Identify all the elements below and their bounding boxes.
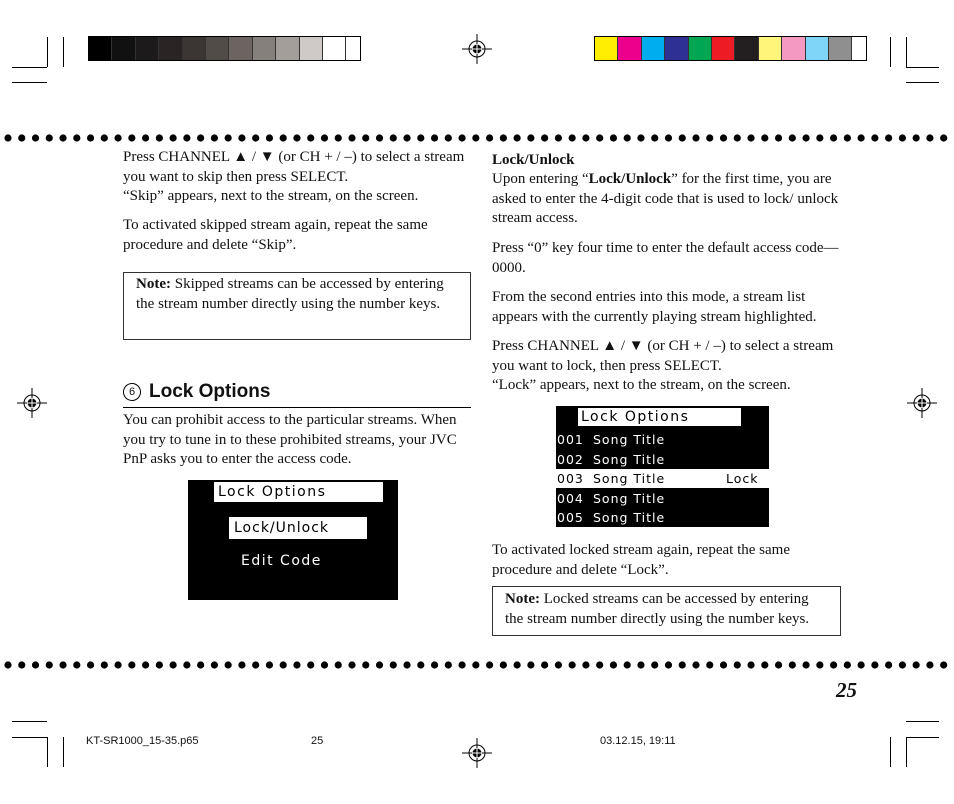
divider-dot [844, 134, 851, 141]
divider-dot [197, 661, 204, 668]
lock-intro-text: You can prohibit access to the particular streams. When you try to tune in to these prohibited streams, your JVC PnP asks you to enter the access code. [123, 412, 457, 467]
divider-dot [871, 134, 878, 141]
divider-dot [183, 661, 190, 668]
divider-dot [514, 134, 521, 141]
stream-list-row[interactable] [556, 489, 769, 508]
crop-mark [12, 737, 47, 738]
registration-mark-icon [17, 388, 47, 418]
divider-dot [816, 134, 823, 141]
divider-dot [238, 661, 245, 668]
section-heading [123, 381, 471, 408]
stream-number: 002 [557, 451, 584, 467]
divider-dot [885, 134, 892, 141]
skip-step-text: Press CHANNEL ▲ / ▼ (or CH + / –) to select a stream you want to skip then press SELECT. [123, 149, 465, 185]
divider-dot [458, 661, 465, 668]
divider-dot [569, 661, 576, 668]
color-swatch [253, 37, 276, 60]
divider-dot [403, 661, 410, 668]
divider-dot [624, 134, 631, 141]
divider-dot [183, 134, 190, 141]
divider-dot [32, 661, 39, 668]
menu-title: Lock Options [213, 481, 384, 503]
divider-dot [555, 661, 562, 668]
divider-dot [170, 661, 177, 668]
divider-dot [417, 134, 424, 141]
registration-mark-icon [462, 738, 492, 768]
divider-dot [73, 661, 80, 668]
divider-dot [46, 134, 53, 141]
note-text: Locked streams can be accessed by entering the stream number directly using the number keys. [505, 591, 810, 627]
color-swatch [806, 37, 829, 60]
divider-dot [472, 134, 479, 141]
divider-dot [720, 661, 727, 668]
divider-dot [527, 134, 534, 141]
divider-dot [706, 134, 713, 141]
color-swatch [183, 37, 206, 60]
note-label: Note: [505, 591, 540, 607]
divider-dot [321, 661, 328, 668]
divider-dot [417, 661, 424, 668]
divider-dot [156, 134, 163, 141]
divider-dot [500, 661, 507, 668]
divider-dot [101, 134, 108, 141]
divider-dot [830, 134, 837, 141]
divider-dot [431, 134, 438, 141]
crop-mark [63, 37, 64, 67]
divider-dot [445, 134, 452, 141]
divider-dot [486, 134, 493, 141]
divider-dot [142, 661, 149, 668]
color-swatch [759, 37, 782, 60]
crop-mark [890, 37, 891, 67]
color-swatch [712, 37, 735, 60]
divider-dot [101, 661, 108, 668]
stream-title: Song Title [593, 471, 666, 486]
divider-dot [899, 134, 906, 141]
divider-dot [458, 134, 465, 141]
stream-number: 001 [557, 432, 584, 447]
default-code-text: Press “0” key four time to enter the default access code—0000. [492, 240, 839, 276]
crop-mark [890, 737, 891, 767]
color-swatch [112, 37, 135, 60]
divider-dot [899, 661, 906, 668]
divider-dot [156, 661, 163, 668]
color-swatch [735, 37, 758, 60]
dot-divider-bottom [4, 660, 950, 670]
skip-note-box [123, 272, 471, 340]
divider-dot [87, 134, 94, 141]
divider-dot [775, 661, 782, 668]
divider-dot [114, 134, 121, 141]
divider-dot [431, 661, 438, 668]
divider-dot [59, 134, 66, 141]
divider-dot [637, 661, 644, 668]
divider-dot [59, 661, 66, 668]
divider-dot [596, 134, 603, 141]
divider-dot [362, 661, 369, 668]
stream-list-row[interactable] [556, 469, 769, 488]
lock-note-box [492, 586, 841, 636]
divider-dot [32, 134, 39, 141]
divider-dot [775, 134, 782, 141]
divider-dot [926, 134, 933, 141]
divider-dot [610, 134, 617, 141]
divider-dot [761, 661, 768, 668]
divider-dot [541, 661, 548, 668]
divider-dot [335, 661, 342, 668]
divider-dot [128, 661, 135, 668]
stream-number: 005 [557, 510, 584, 525]
divider-dot [445, 661, 452, 668]
divider-dot [335, 134, 342, 141]
stream-title: Song Title [593, 432, 666, 447]
divider-dot [211, 134, 218, 141]
divider-dot [211, 661, 218, 668]
lock-options-menu-screen [188, 480, 398, 600]
divider-dot [940, 134, 947, 141]
process-color-bar [594, 36, 867, 61]
crop-mark [906, 737, 939, 738]
registration-mark-icon [907, 388, 937, 418]
section-title: Lock Options [149, 381, 271, 402]
stream-title: Song Title [593, 510, 666, 525]
divider-dot [802, 661, 809, 668]
divider-dot [197, 134, 204, 141]
divider-dot [142, 134, 149, 141]
footer-date: 03.12.15, 19:11 [600, 735, 676, 747]
divider-dot [293, 134, 300, 141]
divider-dot [858, 134, 865, 141]
stream-number: 003 [557, 471, 584, 486]
divider-dot [569, 134, 576, 141]
divider-dot [403, 134, 410, 141]
divider-dot [252, 134, 259, 141]
crop-mark [906, 737, 907, 767]
skip-appears-text: “Skip” appears, next to the stream, on the screen. [123, 188, 419, 204]
divider-dot [624, 661, 631, 668]
stream-list-screen [556, 406, 769, 527]
divider-dot [871, 661, 878, 668]
note-text: Skipped streams can be accessed by entering the stream number directly using the number keys. [136, 276, 444, 312]
divider-dot [679, 134, 686, 141]
divider-dot [280, 661, 287, 668]
lock-unlock-first-time-text: Upon entering “Lock/Unlock” for the first time, you are asked to enter the 4-digit code that is used to lock/ unlock stream access. [492, 171, 839, 226]
divider-dot [486, 661, 493, 668]
divider-dot [761, 134, 768, 141]
color-swatch [689, 37, 712, 60]
divider-dot [582, 661, 589, 668]
divider-dot [885, 661, 892, 668]
stream-title: Song Title [593, 490, 666, 506]
crop-mark [63, 737, 64, 767]
grayscale-color-bar [88, 36, 361, 61]
divider-dot [734, 661, 741, 668]
divider-dot [692, 134, 699, 141]
divider-dot [913, 661, 920, 668]
divider-dot [128, 134, 135, 141]
color-swatch [89, 37, 112, 60]
crop-mark [12, 721, 47, 722]
color-swatch [206, 37, 229, 60]
divider-dot [18, 661, 25, 668]
skip-undo-text: To activated skipped stream again, repeat the same procedure and delete “Skip”. [123, 217, 428, 253]
divider-dot [858, 661, 865, 668]
footer-filename: KT-SR1000_15-35.p65 [86, 735, 199, 747]
divider-dot [170, 134, 177, 141]
divider-dot [46, 661, 53, 668]
divider-dot [679, 661, 686, 668]
divider-dot [610, 661, 617, 668]
divider-dot [844, 661, 851, 668]
divider-dot [734, 134, 741, 141]
crop-mark [906, 721, 939, 722]
divider-dot [555, 134, 562, 141]
color-swatch [618, 37, 641, 60]
divider-dot [651, 134, 658, 141]
crop-mark [906, 82, 939, 83]
divider-dot [376, 661, 383, 668]
lock-unlock-subhead: Lock/Unlock [492, 152, 575, 168]
divider-dot [527, 661, 534, 668]
stream-list-row[interactable] [556, 508, 769, 527]
stream-title: Song Title [593, 451, 666, 467]
divider-dot [18, 134, 25, 141]
divider-dot [280, 134, 287, 141]
divider-dot [252, 661, 259, 668]
color-swatch [136, 37, 159, 60]
lock-tag: Lock [726, 471, 759, 486]
color-swatch [665, 37, 688, 60]
divider-dot [692, 661, 699, 668]
skip-instructions [123, 148, 468, 207]
footer-page: 25 [311, 735, 324, 747]
color-swatch [300, 37, 323, 60]
lock-undo-text: To activated locked stream again, repeat the same procedure and delete “Lock”. [492, 542, 790, 578]
crop-mark [12, 67, 47, 68]
divider-dot [293, 661, 300, 668]
divider-dot [789, 661, 796, 668]
color-swatch [229, 37, 252, 60]
divider-dot [348, 661, 355, 668]
divider-dot [940, 661, 947, 668]
dot-divider-top [4, 133, 950, 143]
divider-dot [541, 134, 548, 141]
color-swatch [159, 37, 182, 60]
stream-list-row[interactable] [556, 450, 769, 469]
divider-dot [747, 134, 754, 141]
divider-dot [390, 134, 397, 141]
section-number: 6 [123, 383, 141, 401]
color-swatch [595, 37, 618, 60]
divider-dot [816, 661, 823, 668]
crop-mark [12, 82, 47, 83]
divider-dot [665, 661, 672, 668]
menu-item-lock-unlock[interactable]: Lock/Unlock [228, 516, 368, 540]
registration-mark-icon [462, 34, 492, 64]
divider-dot [225, 134, 232, 141]
divider-dot [514, 661, 521, 668]
menu-title: Lock Options [577, 407, 742, 427]
divider-dot [500, 134, 507, 141]
divider-dot [637, 134, 644, 141]
crop-mark [906, 37, 907, 67]
divider-dot [266, 661, 273, 668]
divider-dot [582, 134, 589, 141]
divider-dot [321, 134, 328, 141]
divider-dot [747, 661, 754, 668]
divider-dot [114, 661, 121, 668]
divider-dot [307, 661, 314, 668]
divider-dot [706, 661, 713, 668]
divider-dot [802, 134, 809, 141]
divider-dot [472, 661, 479, 668]
color-swatch [829, 37, 852, 60]
stream-number: 004 [557, 490, 584, 506]
crop-mark [47, 737, 48, 767]
divider-dot [4, 661, 11, 668]
divider-dot [926, 661, 933, 668]
divider-dot [4, 134, 11, 141]
color-swatch [642, 37, 665, 60]
menu-item-edit-code[interactable]: Edit Code [241, 553, 322, 569]
divider-dot [225, 661, 232, 668]
color-swatch [276, 37, 299, 60]
divider-dot [238, 134, 245, 141]
stream-list-row[interactable] [556, 430, 769, 449]
divider-dot [376, 134, 383, 141]
divider-dot [362, 134, 369, 141]
divider-dot [665, 134, 672, 141]
divider-dot [830, 661, 837, 668]
crop-mark [906, 67, 939, 68]
divider-dot [651, 661, 658, 668]
divider-dot [720, 134, 727, 141]
divider-dot [73, 134, 80, 141]
divider-dot [390, 661, 397, 668]
divider-dot [266, 134, 273, 141]
divider-dot [913, 134, 920, 141]
color-swatch [782, 37, 805, 60]
divider-dot [348, 134, 355, 141]
divider-dot [307, 134, 314, 141]
page-number: 25 [836, 678, 857, 702]
stream-list-text: From the second entries into this mode, a stream list appears with the currently playing stream highlighted. [492, 289, 817, 325]
note-label: Note: [136, 276, 171, 292]
crop-mark [47, 37, 48, 67]
divider-dot [87, 661, 94, 668]
lock-step-text: Press CHANNEL ▲ / ▼ (or CH + / –) to select a stream you want to lock, then press SELECT. “Lock” appears, next to the stream, on the screen. [492, 338, 834, 393]
divider-dot [789, 134, 796, 141]
color-swatch [323, 37, 346, 60]
divider-dot [596, 661, 603, 668]
